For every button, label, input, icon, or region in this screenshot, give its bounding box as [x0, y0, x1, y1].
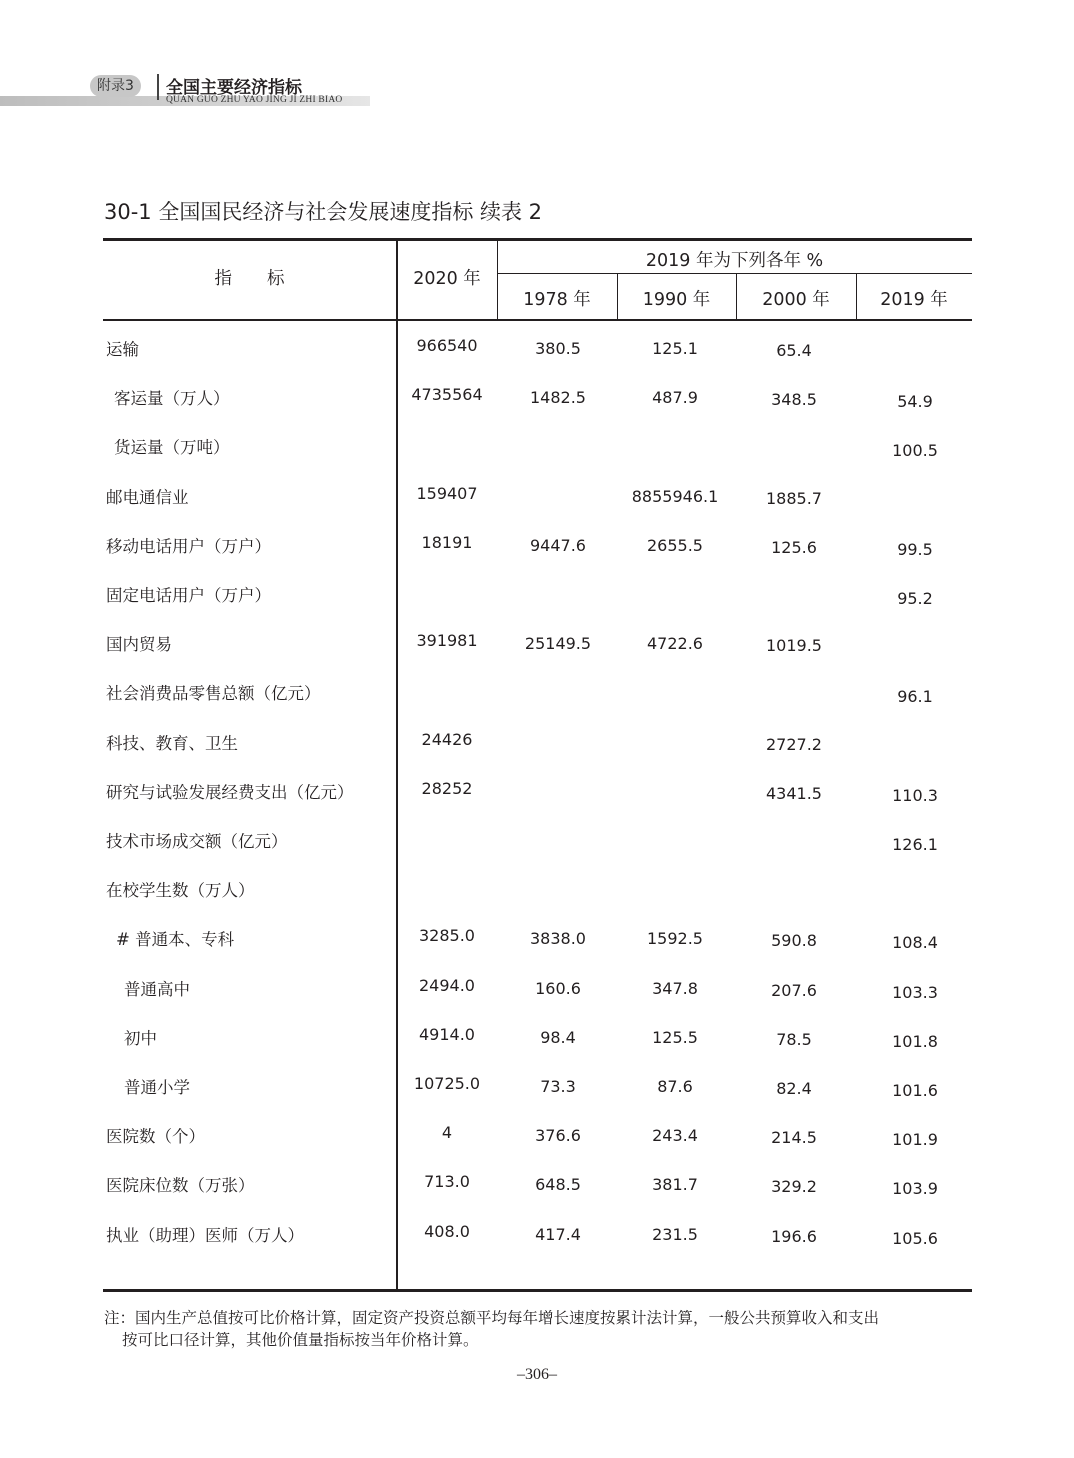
- cell-c2000: 214.5: [771, 1128, 817, 1147]
- cell-c1978: 648.5: [535, 1175, 581, 1194]
- cell-v2020: 4: [441, 1123, 453, 1142]
- cell-c1990: 125.5: [652, 1028, 698, 1047]
- cell-c2000: 125.6: [771, 538, 817, 557]
- row-label: 移动电话用户（万户）: [106, 537, 271, 556]
- cell-c1978: 9447.6: [530, 536, 586, 555]
- cell-c2000: 590.8: [771, 931, 817, 950]
- cell-c2000: 196.6: [771, 1227, 817, 1246]
- cell-v2020: 10725.0: [413, 1074, 481, 1093]
- row-label: 普通高中: [124, 980, 190, 999]
- cell-c1990: 1592.5: [647, 929, 703, 948]
- cell-c1978: 160.6: [535, 979, 581, 998]
- cell-c2019: 95.2: [897, 589, 933, 608]
- row-label: 货运量（万吨）: [114, 438, 230, 457]
- header-bottom-rule: [103, 319, 972, 321]
- row-label: 初中: [124, 1029, 157, 1048]
- cell-c1978: 73.3: [540, 1077, 576, 1096]
- cell-c1978: 98.4: [540, 1028, 576, 1047]
- row-label: 普通小学: [124, 1078, 190, 1097]
- cell-c2000: 1019.5: [766, 636, 822, 655]
- row-label: 研究与试验发展经费支出（亿元）: [106, 783, 354, 802]
- cell-c1990: 8855946.1: [631, 487, 719, 506]
- table-note-line-1: 注：国内生产总值按可比价格计算，固定资产投资总额平均每年增长速度按累计法计算，一般公共预算收入和支出: [104, 1309, 880, 1327]
- cell-v2020: 24426: [421, 730, 473, 749]
- sub-header-1978: 1978 年: [523, 290, 591, 310]
- cell-c1978: 417.4: [535, 1225, 581, 1244]
- row-label: 执业（助理）医师（万人）: [106, 1226, 304, 1245]
- cell-c2000: 82.4: [776, 1079, 812, 1098]
- cell-c2019: 101.9: [892, 1130, 938, 1149]
- sub-header-2019: 2019 年: [880, 290, 948, 310]
- cell-c2019: 99.5: [897, 540, 933, 559]
- indicator-header: 指 标: [214, 269, 285, 289]
- row-label: 社会消费品零售总额（亿元）: [106, 684, 321, 703]
- cell-c1978: 376.6: [535, 1126, 581, 1145]
- cell-c2019: 101.8: [892, 1032, 938, 1051]
- row-label: 技术市场成交额（亿元）: [106, 832, 288, 851]
- cell-c1990: 347.8: [652, 979, 698, 998]
- cell-c2019: 105.6: [892, 1229, 938, 1248]
- cell-c1978: 380.5: [535, 339, 581, 358]
- cell-v2020: 159407: [416, 484, 478, 503]
- cell-v2020: 4914.0: [419, 1025, 475, 1044]
- row-label: 国内贸易: [106, 635, 172, 654]
- appendix-badge: 附录3: [90, 75, 141, 97]
- cell-c2019: 126.1: [892, 835, 938, 854]
- table-bottom-rule: [103, 1289, 972, 1292]
- row-label: # 普通本、专科: [116, 930, 235, 949]
- cell-v2020: 18191: [421, 533, 473, 552]
- cell-c2000: 207.6: [771, 981, 817, 1000]
- row-label: 医院数（个）: [106, 1127, 205, 1146]
- cell-c2000: 348.5: [771, 390, 817, 409]
- table-title: 30-1 全国国民经济与社会发展速度指标 续表 2: [104, 200, 543, 224]
- sub-header-1990: 1990 年: [642, 290, 711, 310]
- page-number: –306–: [517, 1366, 557, 1383]
- header-separator: [157, 74, 159, 100]
- cell-v2020: 3285.0: [419, 926, 475, 945]
- group-header-rule: [497, 273, 972, 274]
- cell-c2019: 110.3: [892, 786, 938, 805]
- cell-c2019: 103.9: [892, 1179, 938, 1198]
- table-top-rule: [103, 238, 972, 241]
- row-label: 邮电通信业: [106, 488, 189, 507]
- row-label: 客运量（万人）: [114, 389, 230, 408]
- row-label: 固定电话用户（万户）: [106, 586, 271, 605]
- cell-c1978: 1482.5: [530, 388, 586, 407]
- row-label: 医院床位数（万张）: [106, 1176, 255, 1195]
- cell-c2000: 329.2: [771, 1177, 817, 1196]
- cell-v2020: 966540: [416, 336, 478, 355]
- cell-v2020: 408.0: [424, 1222, 470, 1241]
- cell-c1990: 231.5: [652, 1225, 698, 1244]
- cell-c1990: 2655.5: [647, 536, 703, 555]
- cell-c2019: 101.6: [892, 1081, 938, 1100]
- cell-c1990: 243.4: [652, 1126, 698, 1145]
- cell-v2020: 2494.0: [419, 976, 475, 995]
- cell-c1990: 87.6: [657, 1077, 693, 1096]
- cell-c1990: 487.9: [652, 388, 698, 407]
- cell-c2000: 2727.2: [766, 735, 822, 754]
- section-title: 全国主要经济指标: [166, 78, 302, 98]
- sub-header-2000: 2000 年: [762, 290, 830, 310]
- cell-c1990: 4722.6: [647, 634, 703, 653]
- cell-c1990: 381.7: [652, 1175, 698, 1194]
- cell-v2020: 713.0: [424, 1172, 470, 1191]
- cell-c2019: 108.4: [892, 933, 938, 952]
- cell-c2000: 1885.7: [766, 489, 822, 508]
- ratio-group-header: 2019 年为下列各年 %: [645, 251, 824, 271]
- cell-c1990: 125.1: [652, 339, 698, 358]
- cell-c2000: 4341.5: [766, 784, 822, 803]
- cell-c2000: 78.5: [776, 1030, 812, 1049]
- cell-c1978: 3838.0: [530, 929, 586, 948]
- cell-c1978: 25149.5: [524, 634, 592, 653]
- cell-c2019: 54.9: [897, 392, 933, 411]
- cell-v2020: 28252: [421, 779, 473, 798]
- cell-v2020: 391981: [416, 631, 478, 650]
- year-2020-header: 2020 年: [413, 269, 481, 289]
- cell-c2019: 103.3: [892, 983, 938, 1002]
- cell-c2019: 96.1: [897, 687, 933, 706]
- row-label: 在校学生数（万人）: [106, 881, 255, 900]
- cell-v2020: 4735564: [411, 385, 483, 404]
- row-label: 科技、教育、卫生: [106, 734, 238, 753]
- cell-c2019: 100.5: [892, 441, 938, 460]
- table-note-line-2: 按可比口径计算，其他价值量指标按当年价格计算。: [122, 1331, 479, 1349]
- section-subtitle: QUAN GUO ZHU YAO JING JI ZHI BIAO: [166, 95, 343, 105]
- cell-c2000: 65.4: [776, 341, 812, 360]
- row-label: 运输: [106, 340, 139, 359]
